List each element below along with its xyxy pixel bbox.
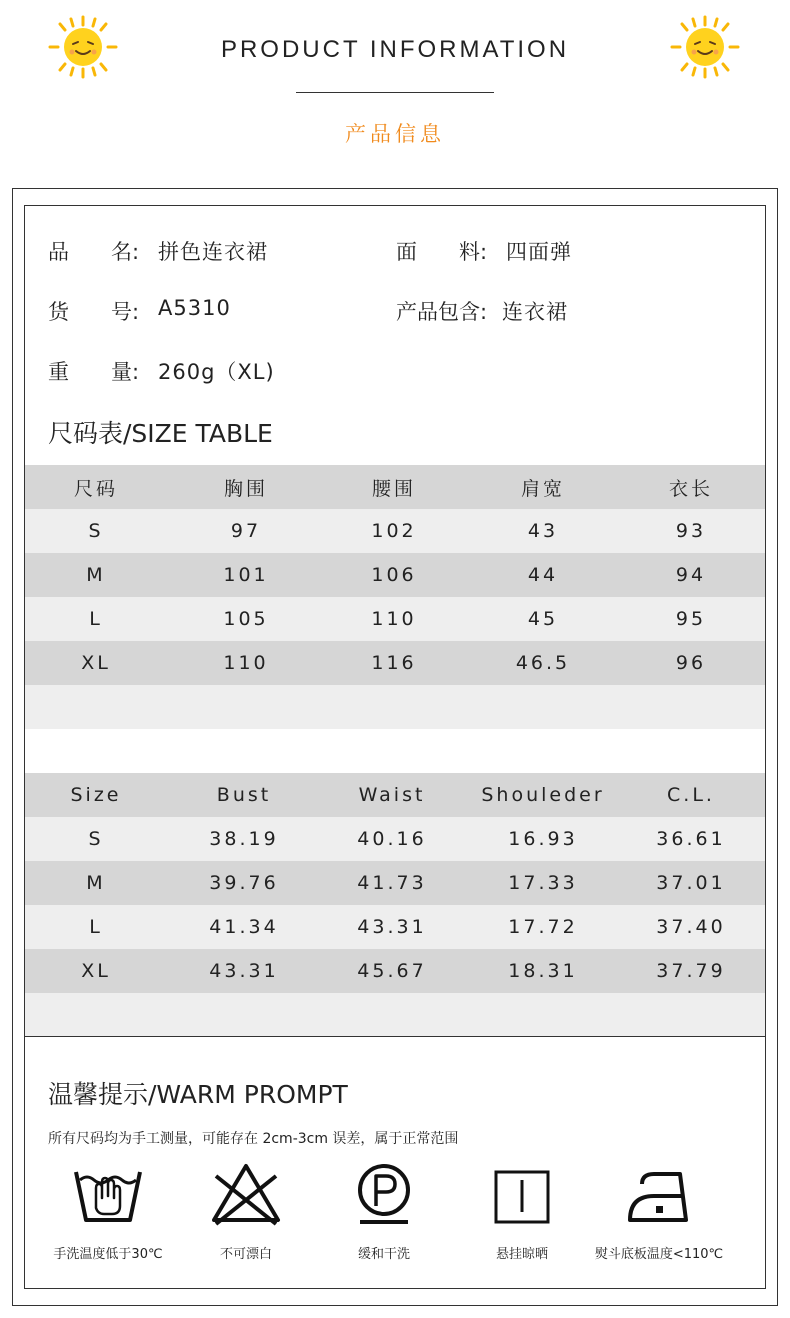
table-cell: 45 (527, 608, 559, 630)
page-subtitle: 产品信息 (345, 122, 445, 146)
fabric-label: 面 料: (396, 240, 488, 264)
table-header: Waist (358, 784, 426, 806)
table-row (25, 597, 765, 641)
page-title: PRODUCT INFORMATION (220, 36, 570, 63)
table-cell: 17.33 (508, 872, 578, 894)
care-label-iron: 熨斗底板温度<110℃ (594, 1247, 724, 1262)
table-cell: 93 (675, 520, 707, 542)
table-cell: M (86, 872, 106, 894)
table-row (25, 949, 765, 993)
table-cell: 41.34 (209, 916, 279, 938)
table-cell: 94 (675, 564, 707, 586)
size-table-inch (25, 773, 765, 1037)
iron-icon (624, 1162, 696, 1228)
table-cell: 110 (371, 608, 417, 630)
warm-prompt-note: 所有尺码均为手工测量，可能存在 2cm-3cm 误差，属于正常范围 (48, 1131, 459, 1147)
table-cell: 106 (371, 564, 417, 586)
name-label: 品 名: (48, 240, 140, 264)
table-spacer-row (25, 685, 765, 729)
table-cell: 39.76 (209, 872, 279, 894)
no-bleach-icon (210, 1162, 282, 1228)
table-header: 肩宽 (520, 477, 566, 500)
section-divider (24, 1036, 766, 1037)
table-cell: 16.93 (508, 828, 578, 850)
care-label-hand-wash: 手洗温度低于30℃ (53, 1247, 163, 1262)
table-cell: 45.67 (357, 960, 427, 982)
table-cell: 37.79 (656, 960, 726, 982)
item-number-label: 货 号: (48, 300, 140, 324)
table-header: Shouleder (481, 784, 605, 806)
table-header-row (25, 465, 765, 509)
table-cell: S (88, 520, 104, 542)
table-header: 尺码 (73, 477, 119, 500)
table-cell: 36.61 (656, 828, 726, 850)
weight-label: 重 量: (48, 360, 140, 384)
table-cell: S (88, 828, 104, 850)
size-table-title: 尺码表/SIZE TABLE (48, 419, 273, 448)
table-cell: L (89, 916, 103, 938)
table-header: C.L. (667, 784, 715, 806)
table-header-row (25, 773, 765, 817)
table-header: Size (70, 784, 122, 806)
warm-prompt-title: 温馨提示/WARM PROMPT (48, 1080, 348, 1109)
hand-wash-icon (72, 1162, 144, 1228)
table-cell: 105 (223, 608, 269, 630)
table-cell: 96 (675, 652, 707, 674)
care-label-no-bleach: 不可漂白 (219, 1247, 273, 1262)
item-number-value: A5310 (158, 296, 231, 320)
table-cell: XL (81, 960, 111, 982)
table-cell: 43.31 (357, 916, 427, 938)
table-cell: 44 (527, 564, 559, 586)
table-cell: 46.5 (515, 652, 571, 674)
table-header: 衣长 (668, 477, 714, 500)
care-label-dry-clean: 缓和干洗 (357, 1247, 411, 1262)
package-label: 产品包含: (396, 300, 488, 324)
table-cell: 40.16 (357, 828, 427, 850)
package-value: 连衣裙 (502, 300, 568, 324)
table-cell: 43.31 (209, 960, 279, 982)
table-cell: XL (81, 652, 111, 674)
name-value: 拼色连衣裙 (158, 240, 268, 264)
dry-clean-p-icon (348, 1162, 420, 1228)
care-label-line-dry: 悬挂晾晒 (495, 1247, 549, 1262)
table-spacer-row (25, 729, 765, 773)
line-dry-icon (486, 1162, 558, 1228)
table-cell: 43 (527, 520, 559, 542)
table-row (25, 905, 765, 949)
table-cell: 102 (371, 520, 417, 542)
table-cell: 116 (371, 652, 417, 674)
size-table-cm (25, 465, 765, 773)
table-cell: 18.31 (508, 960, 578, 982)
table-cell: 37.40 (656, 916, 726, 938)
table-row (25, 509, 765, 553)
table-cell: L (89, 608, 103, 630)
table-row (25, 553, 765, 597)
table-row (25, 861, 765, 905)
table-cell: 17.72 (508, 916, 578, 938)
table-cell: 95 (675, 608, 707, 630)
table-cell: 38.19 (209, 828, 279, 850)
table-spacer-row (25, 993, 765, 1037)
table-cell: 41.73 (357, 872, 427, 894)
title-underline (296, 92, 494, 93)
table-cell: 110 (223, 652, 269, 674)
table-cell: 97 (230, 520, 262, 542)
table-row (25, 817, 765, 861)
table-header: Bust (216, 784, 272, 806)
table-cell: 101 (223, 564, 269, 586)
table-row (25, 641, 765, 685)
table-header: 胸围 (223, 477, 269, 500)
table-header: 腰围 (371, 477, 417, 500)
fabric-value: 四面弹 (506, 240, 572, 264)
weight-value: 260g（XL) (158, 360, 275, 384)
table-cell: M (86, 564, 106, 586)
table-cell: 37.01 (656, 872, 726, 894)
